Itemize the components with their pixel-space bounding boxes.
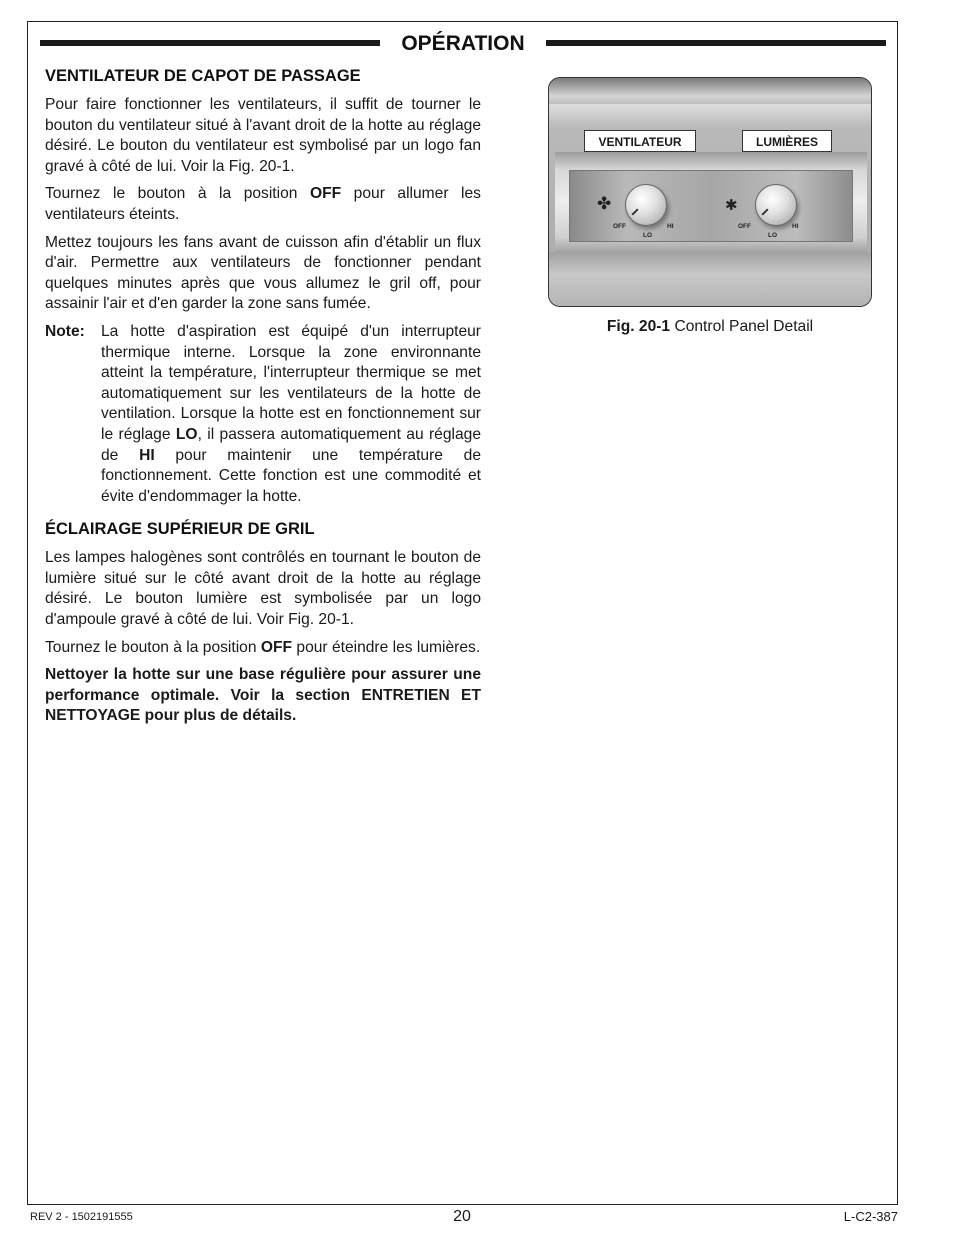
thermal-note: [45, 322, 481, 507]
section-heading-fan: VENTILATEUR DE CAPOT DE PASSAGE: [45, 67, 361, 85]
figure-caption: Fig. 20-1 Control Panel Detail: [606, 318, 814, 335]
control-panel-photo: [548, 77, 872, 307]
tag-fan: VENTILATEUR: [584, 130, 696, 152]
header-rule-right: [546, 40, 886, 46]
fan-paragraph-2: Tournez le bouton à la position OFF pour allumer les ventilateurs éteints.: [45, 185, 481, 223]
page-title: OPÉRATION: [401, 32, 525, 55]
fan-knob-off-label: OFF: [613, 223, 626, 230]
bulb-icon: ✱: [725, 197, 738, 214]
control-panel: [569, 170, 853, 242]
note-body: La hotte d'aspiration est équipé d'un interrupteur thermique interne. Lorsque la zone environnante atteint la température, l'interrupteur thermique se met automatiquement sur les ventilateurs de la hotte de ventilation. Lorsque la hotte est en fonctionnement sur le réglage LO, il passera automatiquement au réglage de HI pour maintenir une température de fonctionnement. Cette fonction est une commodité et évite d'endommager la hotte.: [101, 322, 481, 505]
tag-lights: LUMIÈRES: [742, 130, 832, 152]
fan-knob: [625, 184, 667, 226]
section-heading-lighting: ÉCLAIRAGE SUPÉRIEUR DE GRIL: [45, 520, 315, 539]
light-knob-off-label: OFF: [738, 223, 751, 230]
light-knob: [755, 184, 797, 226]
light-paragraph-1: Les lampes halogènes sont contrôlés en tournant le bouton de lumière situé sur le côté avant droit de la hotte au réglage désiré. Le bouton lumière est symbolisée par un logo d'ampoule gravé à côté de lui. Voir Fig. 20-1.: [45, 549, 481, 629]
light-knob-hi-label: HI: [792, 223, 799, 230]
page-number: 20: [453, 1208, 471, 1225]
fan-paragraph-3: Mettez toujours les fans avant de cuisson afin d'établir un flux d'air. Permettre aux ventilateurs de fonctionner pendant quelques minutes après que vous allumez le gril off, pour assainir l'air et d'en garder la zone sans fumée.: [45, 233, 481, 313]
note-label: Note:: [45, 322, 85, 340]
document-code: L-C2-387: [843, 1209, 898, 1224]
light-paragraph-2: Tournez le bouton à la position OFF pour éteindre les lumières.: [45, 638, 481, 656]
fan-knob-lo-label: LO: [643, 232, 653, 239]
revision-label: REV 2 - 1502191555: [30, 1211, 133, 1223]
header-rule-left: [40, 40, 380, 46]
main-text-column: [45, 66, 481, 734]
fan-paragraph-1: Pour faire fonctionner les ventilateurs, il suffit de tourner le bouton du ventilateur situé à l'avant droit de la hotte au réglage désiré. Le bouton du ventilateur est symbolisé par un logo fan gravé à côté de lui. Voir la Fig. 20-1.: [45, 96, 481, 175]
fan-icon: ✤: [597, 194, 612, 213]
section-header: [40, 31, 886, 57]
maintenance-paragraph: Nettoyer la hotte sur une base régulière pour assurer une performance optimale. Voir la section ENTRETIEN ET NETTOYAGE pour plus de détails.: [45, 666, 481, 725]
fan-knob-hi-label: HI: [667, 223, 674, 230]
light-knob-lo-label: LO: [768, 232, 778, 239]
